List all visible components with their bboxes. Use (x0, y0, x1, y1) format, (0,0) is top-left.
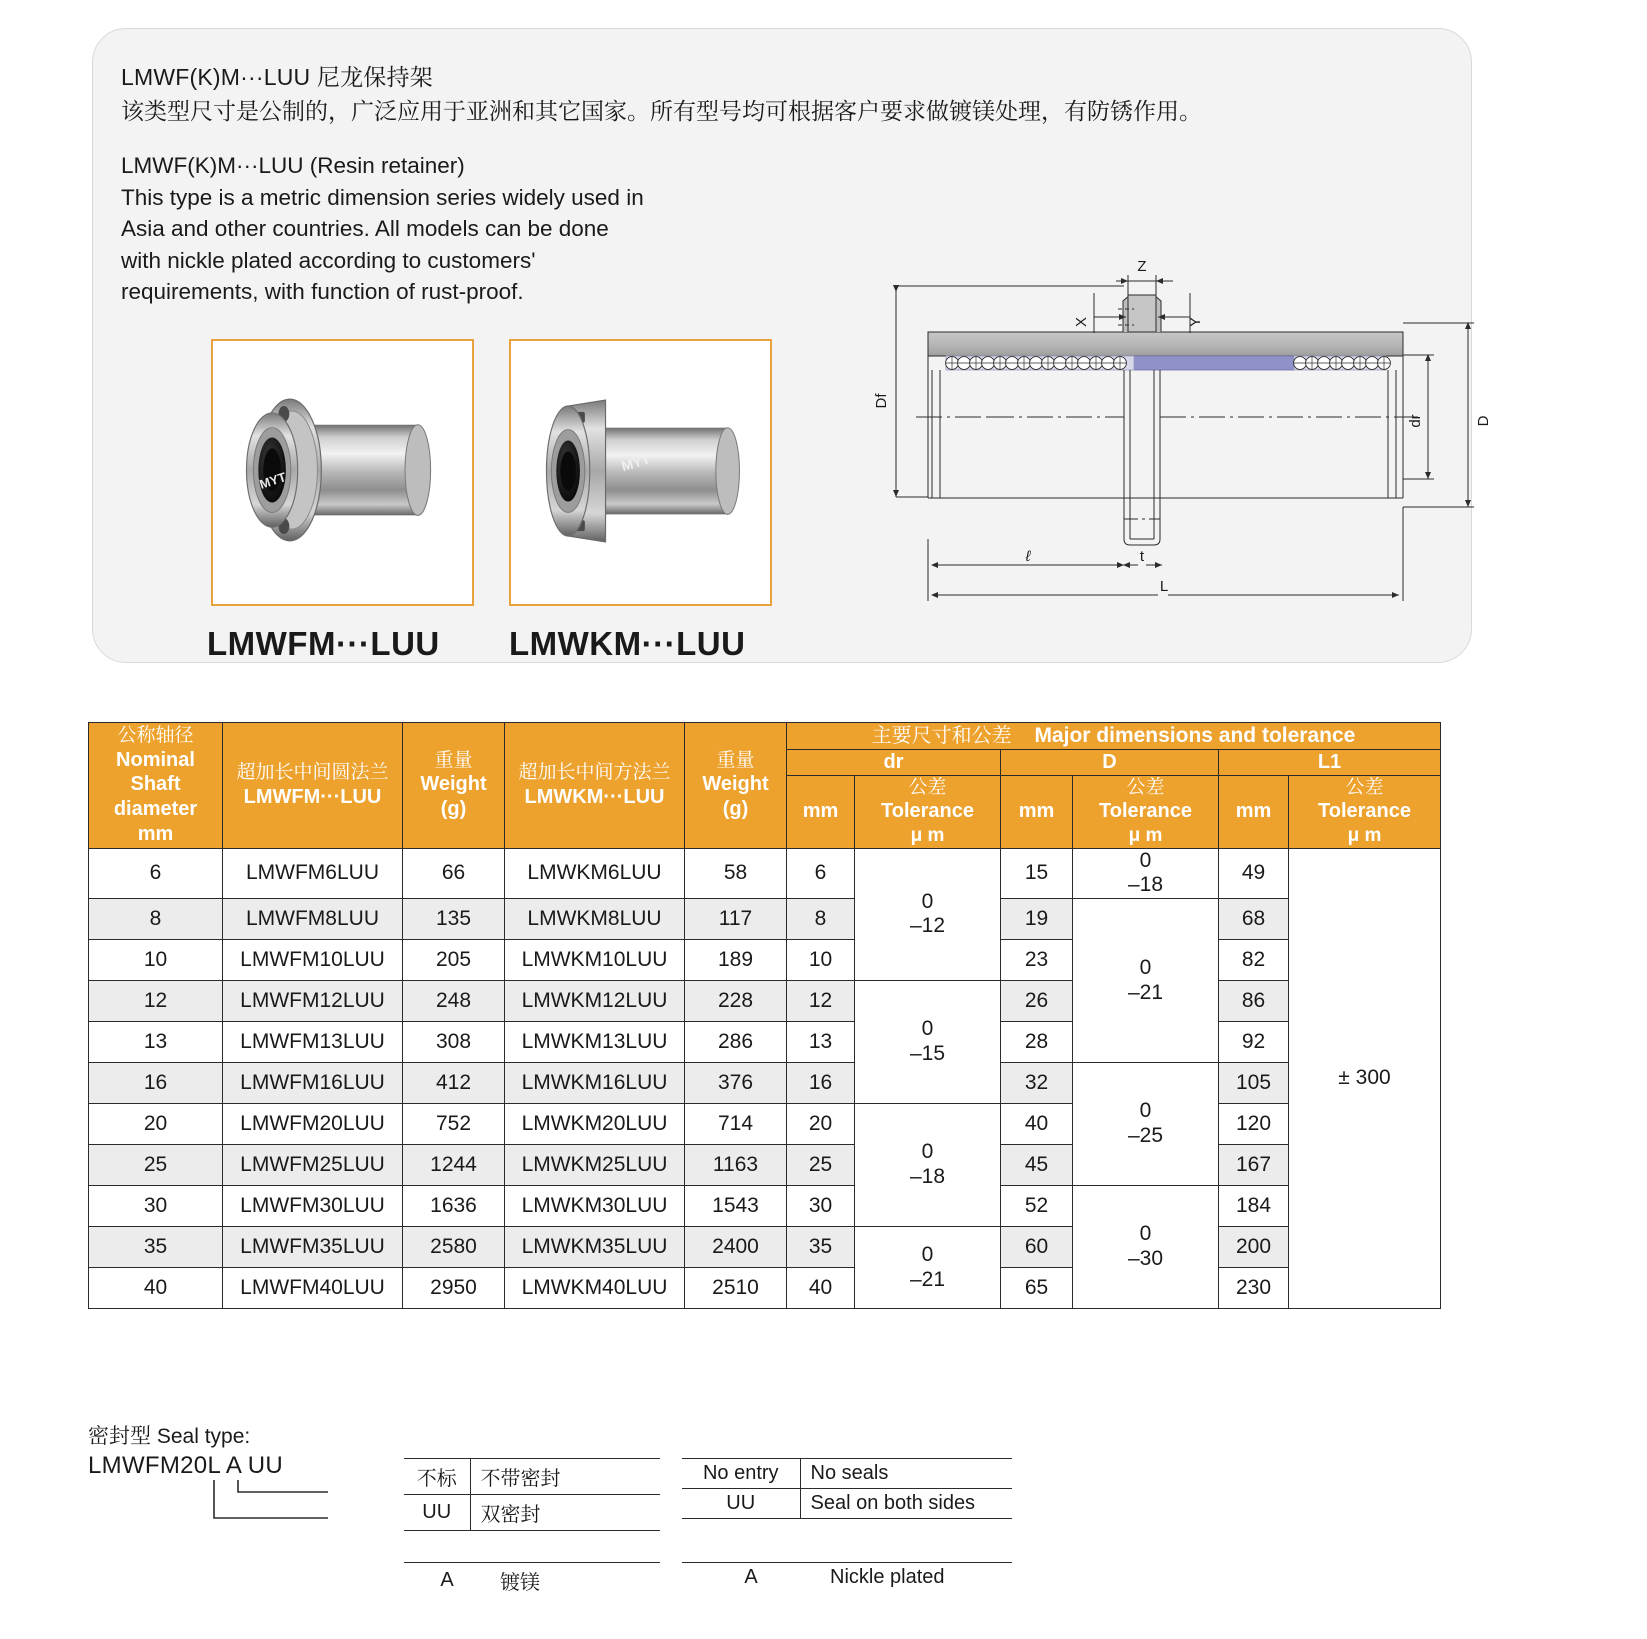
col-model-round-flange (223, 723, 403, 849)
cell-weight-square: 2400 (685, 1227, 787, 1268)
cell-weight-round: 66 (403, 848, 505, 899)
cell-D-tolerance: 0 –30 (1073, 1186, 1219, 1309)
cell-weight-square: 2510 (685, 1268, 787, 1309)
table-row (89, 1022, 1441, 1063)
cell-weight-square: 1163 (685, 1145, 787, 1186)
legend-row (682, 1459, 1012, 1489)
col-dr-mm: mm (787, 775, 855, 848)
cell-model-round: LMWFM12LUU (223, 981, 403, 1022)
cell-L1-mm: 49 (1219, 848, 1289, 899)
col-D-tol-cn: 公差 (1126, 776, 1165, 798)
cell-weight-square: 1543 (685, 1186, 787, 1227)
cell-model-square: LMWKM40LUU (505, 1268, 685, 1309)
cell-model-square: LMWKM10LUU (505, 940, 685, 981)
cell-model-square: LMWKM25LUU (505, 1145, 685, 1186)
cell-nominal-diameter: 12 (89, 981, 223, 1022)
cell-model-round: LMWFM13LUU (223, 1022, 403, 1063)
col-dr-tolerance (855, 775, 1001, 848)
cell-dr-tolerance: 0 –12 (855, 848, 1001, 981)
cell-L1-mm: 167 (1219, 1145, 1289, 1186)
cell-D-tolerance: 0 –25 (1073, 1063, 1219, 1186)
col-dr-tol-cn: 公差 (908, 776, 947, 798)
col-weight-round (403, 723, 505, 849)
cell-nominal-diameter: 6 (89, 848, 223, 899)
bearing-round-flange-illustration (213, 341, 472, 604)
col-D-tolerance (1073, 775, 1219, 848)
cell-model-square: LMWKM8LUU (505, 899, 685, 940)
col-major-dimensions-group (787, 723, 1441, 750)
legend-english-plating (682, 1562, 1012, 1592)
seal-callout-lines (88, 1480, 348, 1576)
cell-D-mm: 15 (1001, 848, 1073, 899)
col-D-tol-en: Tolerance (1099, 800, 1192, 823)
cell-model-square: LMWKM12LUU (505, 981, 685, 1022)
drawing-label-df: Df (873, 393, 890, 409)
col-L1-tol-unit: μ m (1347, 825, 1382, 847)
legend-en-value: No seals (800, 1459, 1012, 1489)
table-row (89, 1227, 1441, 1268)
cell-dr-mm: 13 (787, 1022, 855, 1063)
cell-L1-mm: 82 (1219, 940, 1289, 981)
table-row (89, 899, 1441, 940)
col-nominal-cn: 公称轴径 (117, 724, 194, 746)
cell-weight-round: 2580 (403, 1227, 505, 1268)
col-group-dr: dr (787, 750, 1001, 776)
cell-dr-mm: 12 (787, 981, 855, 1022)
en-line-2: Asia and other countries. All models can be done (121, 216, 609, 241)
legend-key-en-a: A (682, 1563, 820, 1593)
cell-nominal-diameter: 30 (89, 1186, 223, 1227)
cell-D-mm: 26 (1001, 981, 1073, 1022)
svg-text:MYT: MYT (257, 469, 288, 492)
cell-D-mm: 19 (1001, 899, 1073, 940)
drawing-label-dr: dr (1407, 414, 1424, 428)
cell-L1-mm: 92 (1219, 1022, 1289, 1063)
seal-type-label: 密封型 Seal type: (88, 1425, 251, 1448)
col-nominal-en2: Shaft (130, 773, 181, 796)
drawing-label-x: X (1073, 316, 1090, 328)
svg-text:MYT: MYT (619, 451, 652, 474)
legend-cn-key: UU (404, 1495, 470, 1531)
cell-dr-mm: 35 (787, 1227, 855, 1268)
col-group-D: D (1001, 750, 1219, 776)
cell-D-mm: 52 (1001, 1186, 1073, 1227)
table-row (89, 1104, 1441, 1145)
drawing-label-y: Y (1187, 316, 1204, 328)
col-nominal-en1: Nominal (116, 748, 195, 771)
cell-weight-square: 714 (685, 1104, 787, 1145)
drawing-label-t: t (1139, 548, 1145, 565)
en-description (121, 150, 821, 308)
cell-L1-mm: 68 (1219, 899, 1289, 940)
cell-model-round: LMWFM20LUU (223, 1104, 403, 1145)
cell-weight-square: 117 (685, 899, 787, 940)
cell-weight-round: 248 (403, 981, 505, 1022)
cell-model-round: LMWFM40LUU (223, 1268, 403, 1309)
cell-dr-mm: 6 (787, 848, 855, 899)
drawing-label-z: Z (1137, 258, 1147, 275)
cell-dr-tolerance: 0 –18 (855, 1104, 1001, 1227)
en-title: LMWF(K)M···LUU (Resin retainer) (121, 153, 465, 178)
cell-model-round: LMWFM10LUU (223, 940, 403, 981)
cell-nominal-diameter: 8 (89, 899, 223, 940)
cell-weight-square: 58 (685, 848, 787, 899)
cell-model-square: LMWKM16LUU (505, 1063, 685, 1104)
table-row (89, 1145, 1441, 1186)
cn-title: LMWF(K)M···LUU 尼龙保持架 (121, 64, 433, 90)
cell-nominal-diameter: 25 (89, 1145, 223, 1186)
specification-table (88, 722, 1441, 1309)
legend-key-cn-a: A (404, 1563, 490, 1599)
col-weight-square (685, 723, 787, 849)
major-dimensions-en: Major dimensions and tolerance (1034, 724, 1356, 747)
col-weight-round-unit: (g) (440, 798, 467, 821)
bearing-square-flange-illustration (511, 341, 770, 604)
cell-D-mm: 45 (1001, 1145, 1073, 1186)
cell-L1-tolerance: ± 300 (1289, 848, 1441, 1309)
cell-dr-mm: 25 (787, 1145, 855, 1186)
drawing-label-l-small: ℓ (1025, 548, 1031, 565)
col-model-round-en: LMWFM···LUU (243, 785, 382, 808)
cell-model-round: LMWFM6LUU (223, 848, 403, 899)
cell-L1-mm: 184 (1219, 1186, 1289, 1227)
legend-cn-key: 不标 (404, 1459, 470, 1495)
photo-caption-square: LMWKM···LUU (509, 625, 746, 662)
col-weight-square-cn: 重量 (716, 749, 755, 771)
table-row (89, 981, 1441, 1022)
table-row (89, 848, 1441, 899)
cell-weight-round: 752 (403, 1104, 505, 1145)
header-row-1 (89, 723, 1441, 750)
cell-model-round: LMWFM35LUU (223, 1227, 403, 1268)
cell-L1-mm: 230 (1219, 1268, 1289, 1309)
table-body (89, 848, 1441, 1309)
table-row (89, 940, 1441, 981)
legend-value-cn-a: 镀镁 (490, 1563, 660, 1599)
col-model-square-flange (505, 723, 685, 849)
legend-chinese-plating (404, 1562, 660, 1598)
legend-en-key: No entry (682, 1459, 800, 1489)
technical-drawing (828, 229, 1508, 609)
cell-dr-mm: 8 (787, 899, 855, 940)
col-L1-tolerance (1289, 775, 1441, 848)
col-weight-square-en: Weight (702, 773, 769, 796)
cell-weight-square: 286 (685, 1022, 787, 1063)
cell-model-round: LMWFM25LUU (223, 1145, 403, 1186)
legend-row (404, 1459, 660, 1495)
legend-row (682, 1489, 1012, 1519)
cell-dr-mm: 10 (787, 940, 855, 981)
product-photo-round-flange (211, 339, 474, 606)
cell-D-mm: 40 (1001, 1104, 1073, 1145)
legend-row (682, 1563, 1012, 1593)
cell-L1-mm: 105 (1219, 1063, 1289, 1104)
table-header (89, 723, 1441, 849)
cell-weight-round: 412 (403, 1063, 505, 1104)
cell-nominal-diameter: 35 (89, 1227, 223, 1268)
seal-type-code-example: LMWFM20L A UU (88, 1452, 284, 1479)
cell-weight-round: 2950 (403, 1268, 505, 1309)
en-line-1: This type is a metric dimension series widely used in (121, 184, 644, 210)
cell-model-square: LMWKM13LUU (505, 1022, 685, 1063)
cell-model-round: LMWFM30LUU (223, 1186, 403, 1227)
col-L1-tol-en: Tolerance (1318, 800, 1411, 823)
col-L1-tol-cn: 公差 (1345, 776, 1384, 798)
col-nominal-en3: diameter (113, 798, 198, 821)
major-dimensions-cn: 主要尺寸和公差 (871, 725, 1012, 747)
cell-D-tolerance: 0 –21 (1073, 899, 1219, 1063)
legend-value-en-a: Nickle plated (820, 1563, 1012, 1593)
cell-dr-tolerance: 0 –21 (855, 1227, 1001, 1309)
cell-weight-round: 135 (403, 899, 505, 940)
cell-model-round: LMWFM16LUU (223, 1063, 403, 1104)
cell-nominal-diameter: 40 (89, 1268, 223, 1309)
cell-D-mm: 28 (1001, 1022, 1073, 1063)
cell-dr-tolerance: 0 –15 (855, 981, 1001, 1104)
cell-model-round: LMWFM8LUU (223, 899, 403, 940)
photo-caption-round: LMWFM···LUU (207, 625, 440, 662)
cell-dr-mm: 20 (787, 1104, 855, 1145)
cell-model-square: LMWKM20LUU (505, 1104, 685, 1145)
cell-D-mm: 60 (1001, 1227, 1073, 1268)
cell-nominal-diameter: 13 (89, 1022, 223, 1063)
col-nominal-unit: mm (137, 822, 174, 845)
col-weight-square-unit: (g) (722, 798, 749, 821)
cell-weight-round: 1244 (403, 1145, 505, 1186)
col-group-L1: L1 (1219, 750, 1441, 776)
cell-model-square: LMWKM6LUU (505, 848, 685, 899)
col-D-mm: mm (1001, 775, 1073, 848)
cell-L1-mm: 200 (1219, 1227, 1289, 1268)
cell-model-square: LMWKM35LUU (505, 1227, 685, 1268)
legend-row (404, 1495, 660, 1531)
col-D-tol-unit: μ m (1128, 825, 1163, 847)
drawing-label-l-total: L (1159, 578, 1169, 595)
col-nominal-shaft-diameter (89, 723, 223, 849)
cell-weight-round: 308 (403, 1022, 505, 1063)
cell-nominal-diameter: 20 (89, 1104, 223, 1145)
cell-D-mm: 65 (1001, 1268, 1073, 1309)
legend-cn-value: 双密封 (470, 1495, 660, 1531)
cell-D-mm: 32 (1001, 1063, 1073, 1104)
cell-D-tolerance: 0 –18 (1073, 848, 1219, 899)
col-weight-round-cn: 重量 (434, 749, 473, 771)
cell-weight-round: 205 (403, 940, 505, 981)
cn-paragraph: 该类型尺寸是公制的，广泛应用于亚洲和其它国家。所有型号均可根据客户要求做镀镁处理，有防锈作用。 (121, 98, 1202, 124)
cell-nominal-diameter: 10 (89, 940, 223, 981)
cell-dr-mm: 40 (787, 1268, 855, 1309)
cell-weight-round: 1636 (403, 1186, 505, 1227)
col-model-square-en: LMWKM···LUU (524, 785, 665, 808)
legend-english (682, 1458, 1012, 1519)
product-photo-square-flange (509, 339, 772, 606)
table-row (89, 1186, 1441, 1227)
table-row (89, 1063, 1441, 1104)
en-line-4: requirements, with function of rust-proof. (121, 279, 524, 304)
col-dr-tol-unit: μ m (910, 825, 945, 847)
en-line-3: with nickle plated according to customers' (121, 247, 536, 273)
cell-weight-square: 189 (685, 940, 787, 981)
description-block (121, 61, 1202, 308)
col-model-round-cn: 超加长中间圆法兰 (236, 762, 389, 784)
cell-dr-mm: 30 (787, 1186, 855, 1227)
drawing-label-d: D (1475, 415, 1492, 427)
cell-D-mm: 23 (1001, 940, 1073, 981)
cell-dr-mm: 16 (787, 1063, 855, 1104)
legend-en-value: Seal on both sides (800, 1489, 1012, 1519)
table-row (89, 1268, 1441, 1309)
legend-cn-value: 不带密封 (470, 1459, 660, 1495)
cell-weight-square: 228 (685, 981, 787, 1022)
col-weight-round-en: Weight (420, 773, 487, 796)
cell-model-square: LMWKM30LUU (505, 1186, 685, 1227)
col-model-square-cn: 超加长中间方法兰 (518, 762, 671, 784)
legend-en-key: UU (682, 1489, 800, 1519)
legend-row (404, 1563, 660, 1599)
col-L1-mm: mm (1219, 775, 1289, 848)
legend-chinese (404, 1458, 660, 1531)
cell-nominal-diameter: 16 (89, 1063, 223, 1104)
cell-weight-square: 376 (685, 1063, 787, 1104)
cell-L1-mm: 86 (1219, 981, 1289, 1022)
cell-L1-mm: 120 (1219, 1104, 1289, 1145)
intro-panel (92, 28, 1492, 663)
col-dr-tol-en: Tolerance (881, 800, 974, 823)
